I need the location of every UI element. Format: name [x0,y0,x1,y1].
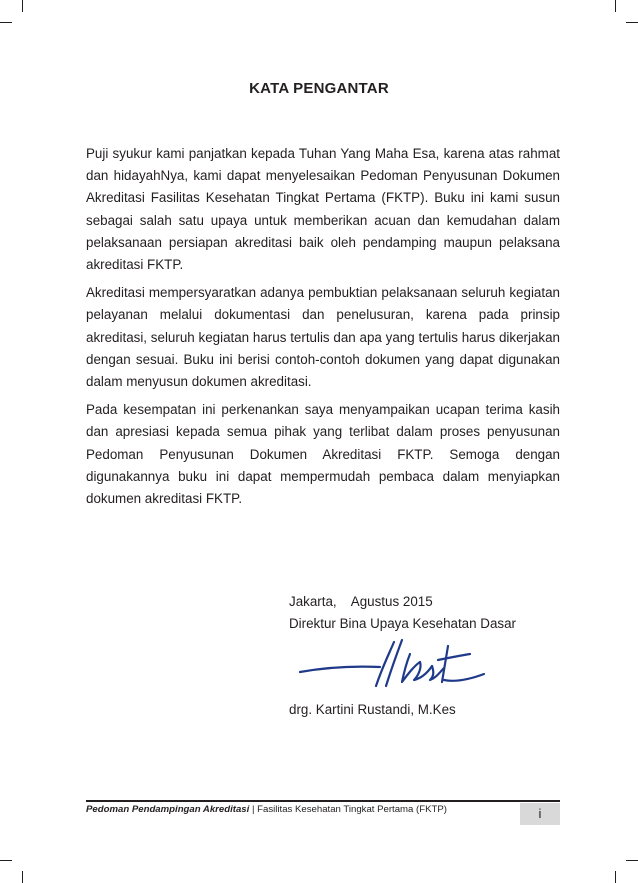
place-date: Jakarta, Agustus 2015 [289,594,433,609]
crop-mark-top-left-vertical [22,0,23,12]
footer-book-title: Pedoman Pendampingan Akreditasi [86,804,250,815]
crop-mark-bottom-right [626,860,638,861]
crop-mark-top-right [626,22,638,23]
crop-mark-bottom-left-vertical [22,871,23,883]
footer-subtitle: Fasilitas Kesehatan Tingkat Pertama (FKTP) [257,804,447,815]
paragraph-accreditation-requirement: Akreditasi mempersyaratkan adanya pembuktian pelaksanaan seluruh kegiatan pelayanan melalui dokumentasi dan penelusuran, karena pada prinsip akreditasi, seluruh kegiatan harus tertulis dan apa yang tertulis harus dikerjakan dengan sesuai. Buku ini berisi contoh-contoh dokumen yang dapat digunakan dalam menyusun dokumen akreditasi. [86,285,560,390]
page-number-badge [520,803,560,825]
page-number: i [538,806,542,821]
footer [86,803,447,817]
paragraph-gratitude: Puji syukur kami panjatkan kepada Tuhan Yang Maha Esa, karena atas rahmat dan hidayahNya, kami dapat menyelesaikan Pedoman Penyusunan Dokumen Akreditasi Fasilitas Kesehatan Tingkat Pertama (FKTP). Buku ini kami susun sebagai salah satu upaya untuk memberikan acuan dan kemudahan dalam pelaksanaan persiapan akreditasi baik oleh pendamping maupun pelaksana akreditasi FKTP. [86,146,560,273]
signer-position: Direktur Bina Upaya Kesehatan Dasar [289,616,517,631]
paragraph-acknowledgement: Pada kesempatan ini perkenankan saya menyampaikan ucapan terima kasih dan apresiasi kepada semua pihak yang terlibat dalam proses penyusunan Pedoman Penyusunan Dokumen Akreditasi FKTP. Semoga dengan digunakannya buku ini dapat mempermudah pembaca dalam menyiapkan dokumen akreditasi FKTP. [86,402,560,507]
crop-mark-top-right-vertical [615,0,616,12]
crop-mark-top-left [0,22,12,23]
handwritten-signature [298,636,488,692]
body-text [86,143,560,516]
page-title: KATA PENGANTAR [249,80,389,97]
signer-name: drg. Kartini Rustandi, M.Kes [289,702,456,717]
crop-mark-bottom-right-vertical [615,871,616,883]
crop-mark-bottom-left [0,860,12,861]
footer-separator: | [249,804,258,815]
footer-divider [86,800,560,802]
closing-block [289,591,516,635]
